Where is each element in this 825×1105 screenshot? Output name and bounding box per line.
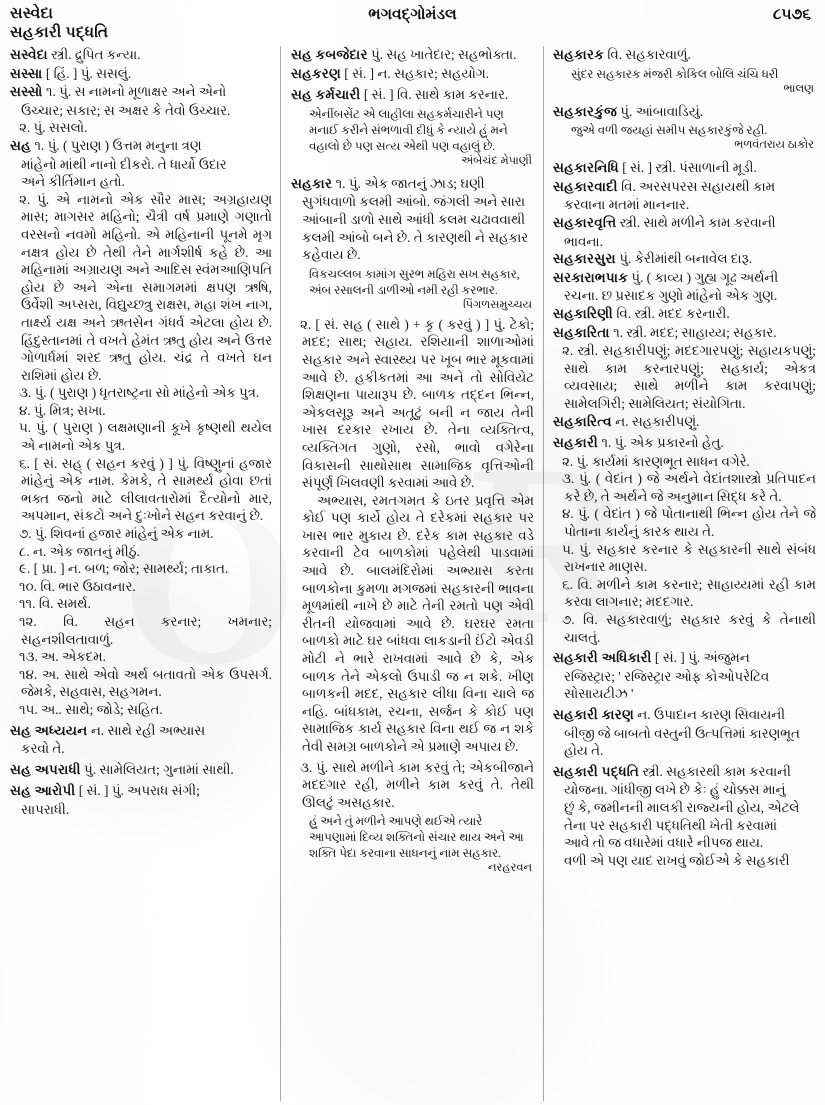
entry-definition: [ હિં. ] પું. સસલું. xyxy=(42,65,132,81)
entry-definition: વિ. સ્ત્રી. મદદ કરનારી. xyxy=(613,305,730,321)
entry-headword: સસ્સો xyxy=(10,84,43,100)
entry-headword: સહ કબજેદાર xyxy=(291,47,368,62)
entry-headword: સહકારક xyxy=(553,47,604,62)
entry-sense: ૧૨. વિ. સહન કરનાર; ખમનાર; સહનશીલતાવાળું. xyxy=(19,614,272,647)
entry-headword: સહ અપરાધી xyxy=(10,761,81,777)
entry-definition: ન. સહકારીપણું. xyxy=(611,413,700,429)
entry-continuation: કહેવાય છે. xyxy=(302,247,361,263)
entry-continuation: કલમી આંબો બને છે. તે કારણથી ને સહકાર xyxy=(302,229,529,245)
entry-definition: વિ. સહકારવાળું. xyxy=(603,47,691,62)
dictionary-entry[interactable] xyxy=(553,434,816,452)
entry-continuation: તેના પર સહકારી પદ્ધતિથી ખેતી કરવામાં xyxy=(564,817,778,833)
entry-definition: ૧. પું. ( પુરાણ ) ઉત્તમ મનુના ત્રણ xyxy=(30,137,202,153)
entry-continuation: અને કીર્તિમાન હતો. xyxy=(21,174,125,190)
entry-continuation: ઉચ્ચાર; સકાર; સ અક્ષર કે તેવો ઉચ્ચાર. xyxy=(21,102,231,118)
entry-definition: [ સં. ] પું. અંજુમન xyxy=(651,650,750,666)
entry-verse-citation xyxy=(291,266,534,298)
dictionary-entry[interactable] xyxy=(10,782,272,800)
entry-sense: ૧૧. વિ. સમર્થ. xyxy=(19,596,91,612)
entry-definition: ૧. પું. એક પ્રકારનો હેતુ. xyxy=(598,435,724,451)
entry-continuation: ભાવના. xyxy=(564,233,603,249)
entry-sense: ૭. વિ. સહકારવાળું; સહકાર કરવું કે તેનાથી ચાલતું. xyxy=(562,612,816,645)
dictionary-entry[interactable] xyxy=(553,305,816,323)
entry-headword: સહ અધ્યયન xyxy=(10,722,88,738)
entry-continuation: કરવો તે. xyxy=(21,741,65,757)
entry-definition: ૧. પું. એક જાતનું ઝાડ; ઘણી xyxy=(332,175,485,191)
entry-sense: ૪. પું. ( વેદાંત ) જે પોતાનાથી ભિન્ન હોય તેને જે પોતાના કાર્યનું કારક થાય તે. xyxy=(562,506,816,540)
entry-headword: સહકારી પદ્ધતિ xyxy=(553,763,640,779)
dictionary-column-1 xyxy=(0,46,281,1101)
entry-sense: ૨. પું. એ નામનો એક સૌર માસ; અગ્રહાયણ માસ; માગસર મહિનો; ચૈત્રી વર્ષ પ્રમાણે ગણાતો વરસનો નવમો મહિનો. એ મહિનાની પૂનમે મૃગ નક્ષત્ર હોય છે તેથી તેને માર્ગશીર્ષ કહે છે. આ મહિનામાં અગ્રાયણ અને આદિસ સ્વંમઆ‌ણિપતિ હોય છે અને એના સમાગમમાં ક્ષપણ ઋષિ, ઉર્વેશી અપ્સરા, વિદ્યુચ્છત્રુ રાક્ષસ, મહા શંખ નાગ, તાર્ક્ષ્ય યક્ષ અને ઋતસેન ગંધર્વ એટલા હોય છે. હિંદુસ્તાનમાં તે વખતે હેમંત ઋતુ હોય અને ઉત્તર ગોળાર્ધમાં શરદ ઋતુ હોય. ચંદ્ર તે વખતે ઘન રાશિમાં હોય છે. xyxy=(19,191,272,383)
entry-verse-citation xyxy=(553,66,816,82)
dictionary-entry[interactable] xyxy=(10,46,272,64)
citation-line: મનાઈ કરીને સંભળાવી દીધું કે ન્યાયે હું મને xyxy=(309,122,508,137)
entry-continuation: બીજી જે બાબતો વસ્તુની ઉત્પત્તિમાં કારણભૂત xyxy=(564,725,800,741)
entry-definition: [ સં. ] વિ. સાથે કામ કરનાર. xyxy=(360,87,509,103)
entry-sense: ૨. સ્ત્રી. સહકારીપણું; મદદગારપણું; સહાયકપણું; સાથે કામ કરનારપણું; સહકાર્ય; એકત્ર વ્યવસાય; સાથે મળીને કામ કરવાપણું; સામેલગિરી; સામેલિયત; સંયોગિતા. xyxy=(562,343,816,411)
entry-headword: સહકારિતા xyxy=(553,324,610,340)
verse-line: જુએ વળી જયહાં સમીપ સહકારકુંજે રહી. xyxy=(571,123,768,138)
entry-definition: વિ. અરસપરસ સહાયથી કામ xyxy=(617,178,776,194)
entry-definition: પું. ( કાવ્ય ) ગુહ્ય ગૂઢ અર્થની xyxy=(627,269,779,285)
entry-continuation: હોય તે. xyxy=(564,743,604,759)
entry-definition: સ્ત્રી. સાથે મળીને કામ કરવાની xyxy=(616,214,776,230)
running-head-last-entry: સહકારી પદ્ધતિ xyxy=(10,24,109,41)
entry-sense: ૯. [ પ્રા. ] ન. બળ; જોર; સામર્થ્ય; તાકાત. xyxy=(19,561,229,577)
running-head-first-entry: સસ્વેદા xyxy=(10,5,54,22)
entry-headword: સરકારાભપાક xyxy=(553,269,628,285)
dictionary-entry[interactable] xyxy=(553,706,816,724)
dictionary-entry[interactable] xyxy=(291,86,534,104)
dictionary-entry[interactable] xyxy=(10,761,272,779)
entry-sense: ૩. પું. ( વેદાંત ) જે અર્થને વેદાંતશાસ્ત્રો પ્રતિપાદન કરે છે, તે અર્થને જે અનુમાન સિદ્ધ કરે તે. xyxy=(562,471,816,504)
entry-continuation: સોસાયટીઝ ' xyxy=(564,686,634,702)
entry-definition: પું. આંબાવાડિયું. xyxy=(616,103,704,119)
entry-headword: સહ xyxy=(10,137,31,153)
entry-continuation: કરવાના મતમાં માનનાર. xyxy=(564,197,690,213)
entry-continuation: સાપરાધી. xyxy=(21,801,70,817)
entry-headword: સહકારી કારણ xyxy=(553,707,634,722)
citation-line: એનીંબસેંટ એ લાહીલા સહકર્મચારીને પણ xyxy=(309,106,504,121)
citation-attribution: નરહરવન xyxy=(488,862,532,875)
dictionary-entry[interactable] xyxy=(291,175,534,193)
citation-line: આપણામાં દિવ્ય શક્તિનો સંચાર થાય અને આ xyxy=(309,830,524,845)
entry-headword: સસ્વેદા xyxy=(10,47,48,62)
entry-headword: સહકારસુરા xyxy=(553,251,616,267)
entry-sense: ૧૦. વિ. ભાર ઉઠાવનાર. xyxy=(19,578,136,594)
citation-line: હું અને તું મળીને આપણે થઈએ ત્યારે xyxy=(309,814,483,829)
dictionary-entry[interactable] xyxy=(553,214,816,232)
entry-definition: [ સં. ] પું. અપરાધ સંગી; xyxy=(75,783,200,799)
entry-definition: ન. ઉપાદાન કારણ સિવાયની xyxy=(633,707,786,722)
entry-sense: ૭. પું. શિવનાં હજાર માંહેનું એક નામ. xyxy=(19,526,214,542)
verse-line: સુંદર સહકારક મંજરી કોકિલ બોલિ ચંચિ ધરી xyxy=(571,66,779,81)
entry-continuation: છું કે, જમીનની માલકી રાજ્યની હોય, એટલે xyxy=(564,799,800,815)
dictionary-entry[interactable] xyxy=(553,413,816,431)
entry-sense-paragraph: અભ્યાસ, રમતગમત કે ઇતર પ્રવૃત્તિ એમ કોઈ પણ કાર્યે હોય તે દરેકમાં સહકાર પર ખાસ ભાર મુકાય છે. દરેક કામ સહકાર વડે કરવાની ટેવ બાળકોમાં પહેલેથી પાડવામાં આવે છે. બાલમંદિરોમાં અભ્યાસ કરતા બાળકોના કુમળા મગજમાં સહકારની ભાવના મૂળમાંથી નાખે છે માટે તેની રમતો પણ એવી રીતની યોજવામાં આવે છે. ઘરઘર રમતા બાળકો માટે ઘર બાંધવા લાકડાની ઈંટો એવડી મોટી ને ભારે રાખવામાં આવે છે કે, એક બાળક તેને એકલો ઉપાડી જ ન શકે. ખીણ બાળકની મદદ, સહકાર લીધા વિના ચાલે જ નહિ. બાંધકામ, રચના, સર્જન કે કોઈ પણ સામાજિક કાર્ય સહકાર વિના થઈ જ ન શકે તેવી સમગ્ર બાળકોને એ પ્રમાણે અપાય છે. xyxy=(302,492,534,754)
entry-sense: ૧૪. અ. સાથે એવો અર્થ બતાવતો એક ઉપસર્ગ. જેમકે, સહવાસ, સહગમન. xyxy=(19,666,272,700)
entry-headword: સસ્સા xyxy=(10,65,43,81)
entry-definition: પું. સામેલિયત; ગુનામાં સાથી. xyxy=(80,761,234,777)
entry-headword: સહકારવૃત્તિ xyxy=(553,214,617,230)
entry-continuation: સુગંધવાળો કલમી આંબો. જંગલી અને સારા xyxy=(302,194,525,210)
entry-definition: ૧. સ્ત્રી. મદદ; સાહાય્ય; સહકાર. xyxy=(609,324,777,340)
dictionary-entry[interactable] xyxy=(10,65,272,83)
entry-headword: સહકારિત્વ xyxy=(553,413,612,429)
dictionary-entry[interactable] xyxy=(291,46,534,64)
entry-closing-citation xyxy=(291,813,534,861)
entry-headword: સહ આરોપી xyxy=(10,783,76,799)
dictionary-entry[interactable] xyxy=(553,103,816,121)
entry-sense: ૪. પું. મિત્ર; સખા. xyxy=(19,402,106,418)
entry-headword: સહકાર xyxy=(291,175,333,191)
entry-headword: સહકારનિધિ xyxy=(553,160,619,176)
entry-citation xyxy=(291,106,534,154)
citation-line: શક્તિ પેદા કરવાના સાધનનું નામ સહકાર. xyxy=(309,846,502,861)
verse-attribution: પિંગળસમુચ્ચય xyxy=(463,298,532,311)
entry-sense: ૧૩. અ. એકદમ. xyxy=(19,649,106,665)
entry-sense: ૩. પું. સાથે મળીને કામ કરવું તે; એકબીજાને મદદગાર રહી, મળીને કામ કરવું તે. તેથી ઊલટું અસહકાર. xyxy=(300,759,534,810)
dictionary-columns xyxy=(0,46,825,1101)
entry-headword: સહકારી xyxy=(553,435,599,451)
dictionary-entry[interactable] xyxy=(553,250,816,268)
dictionary-column-2 xyxy=(281,46,543,1101)
entry-sense: ૩. પું. ( પુરાણ ) ધૃતરાષ્ટ્રના સો માંહેનો એક પુત્ર. xyxy=(19,385,260,401)
entry-continuation: આવે તો જ વધારેમાં વધારે નીપજ થાય. xyxy=(564,835,764,851)
entry-continuation: માંહેનો માંથી નાનો દીકરો. તે ધાર્યો ઉદાર xyxy=(21,156,227,172)
dictionary-entry[interactable] xyxy=(10,137,272,155)
entry-sense: ૨. પું. કાર્યમાં કારણભૂત સાધન વગેરે. xyxy=(562,453,750,469)
entry-definition: પું. કેરીમાંથી બનાવેલ દારૂ. xyxy=(615,251,753,267)
entry-headword: સહકારિણી xyxy=(553,305,614,321)
entry-sense: ૮. ન. એક જાતનું મીઠું. xyxy=(19,543,140,559)
dictionary-entry[interactable] xyxy=(10,722,272,740)
book-title: ભગવદ્ગોમંડલ xyxy=(368,6,457,23)
dictionary-entry[interactable] xyxy=(10,83,272,101)
citation-line: વહાલો છે પણ સત્ય એથી પણ વહાલું છે. xyxy=(309,138,496,153)
entry-sense: ૧૫. અ.. સાથે; જોડે; સહિત. xyxy=(19,701,163,717)
entry-sense: ૨. પું. સસલો. xyxy=(19,120,88,136)
entry-sense: ૨. [ સં. સહ ( સાથે ) + કૃ ( કરવું ) ] પું. ટેકો; મદદ; સાથ; સહાય. રશિયાની શાળાઓમાં સહકાર અને સ્વાસ્થ્ય પર ખૂબ ભાર મૂકવામાં આવે છે. હકીકતમાં આ અને તો સોવિયેટ શિક્ષણના પાયારૂપ છે. બાળક તદ્દન ભિન્ન, એકલસૂરૂ અને અતૂટું બની ન જાય તેની ખાસ દરકાર રખાય છે. તેના વ્યક્તિત્વ, વ્યક્તિગત ગુણો, રસો, ભાવો વગેરેના વિકાસની સાથોસાથ સામાજિક વૃત્તિઓની સંપૂર્ણ ખિલવણી કરવામાં આવે છે. xyxy=(300,316,534,491)
entry-continuation: રચના. છ પ્રસાદક ગુણો માંહેનો એક ગુણ. xyxy=(564,288,778,304)
entry-sense: ૬. [ સં. સહ્ ( સહન કરવું ) ] પું. વિષ્ણુનાં હજાર માંહેનું એક નામ. કેમકે, તે સામર્થ્ય હોવા છતાં ભક્ત જનો માટે લીલાવતારોમાં દૈત્યોનો માર, અપમાન, સંકટો અને દુઃખોને સહન કરવાનું છે. xyxy=(19,455,272,524)
entry-continuation: યોજના. ગાંધીજી લખે છે કેઃ હું ચોક્કસ માનું xyxy=(564,782,786,798)
entry-definition: [ સં. ] સ્ત્રી. પંસાળાની મૂડી. xyxy=(618,160,757,176)
entry-continuation: વળી એ પણ યાદ રાખવું જોઈએ કે સહકારી xyxy=(564,852,790,868)
entry-headword: સહકારકુંજ xyxy=(553,103,617,119)
dictionary-entry[interactable] xyxy=(553,178,816,196)
entry-definition: [ સં. ] ન. સહકાર; સહયોગ. xyxy=(340,65,489,81)
entry-definition: સ્ત્રી. સહકારથી કામ કરવાની xyxy=(639,763,791,779)
dictionary-entry[interactable] xyxy=(553,324,816,342)
dictionary-entry[interactable] xyxy=(553,763,816,781)
entry-definition: પું. સહ ખાતેદાર; સહભોક્તા. xyxy=(367,47,517,62)
entry-definition: સ્ત્રી. દ્રુપિત કન્યા. xyxy=(47,47,141,62)
entry-headword: સહકારવાદી xyxy=(553,178,618,194)
dictionary-entry[interactable] xyxy=(553,46,816,64)
entry-definition: ન. સાથે રહી અભ્યાસ xyxy=(87,722,206,738)
entry-sense: ૬. વિ. મળીને કામ કરનાર; સાહાય્યમાં રહી કામ કરવા લાગનાર; મદદગાર. xyxy=(562,576,816,610)
entry-verse-citation xyxy=(553,122,816,138)
entry-definition: ૧. પું. સ નામનો મૂળાક્ષર અને એનો xyxy=(42,84,227,100)
dictionary-entry[interactable] xyxy=(553,269,816,287)
page-header xyxy=(0,0,825,46)
verse-attribution: ભળવંતરાય ઠાકોર xyxy=(734,139,814,152)
page-number: ૮૫૭૬ xyxy=(772,6,811,23)
dictionary-entry[interactable] xyxy=(553,649,816,667)
verse-line: અંબ રસાલની ડાળીઓ નમી રહી કરભાર. xyxy=(309,282,498,297)
dictionary-entry[interactable] xyxy=(553,159,816,177)
entry-headword: સહ કર્મચારી xyxy=(291,87,361,103)
entry-headword: સહકારી અધિકારી xyxy=(553,650,652,666)
verse-line: વિકચલ્લબ કામાંગ સુરભ મહિરા સખ સહકાર, xyxy=(309,266,520,281)
verse-attribution: ભાલણ xyxy=(783,82,814,95)
entry-sense: ૫. પું. સહકાર કરનાર કે સહકારની સાથે સંબંધ રાખનાર માણસ. xyxy=(562,541,816,575)
entry-headword: સહકરણ xyxy=(291,65,341,81)
entry-sense: ૫. પું. ( પુરાણ ) લક્ષમણાની કૂખે કૃષ્ણથી થયેલ એ નામનો એક પુત્ર. xyxy=(19,420,272,454)
entry-continuation: આંબાની ડાળો સાથે આંધી કલમ ચઢાવવાથી xyxy=(302,211,526,227)
citation-attribution: અંબેચંદ મેપાણી xyxy=(461,154,532,167)
entry-continuation: રજિસ્ટ્રાર; ' રજિસ્ટ્રાર ઓફ કોઓપરેટિવ xyxy=(564,668,770,684)
dictionary-entry[interactable] xyxy=(291,65,534,83)
dictionary-column-3 xyxy=(543,46,825,1101)
